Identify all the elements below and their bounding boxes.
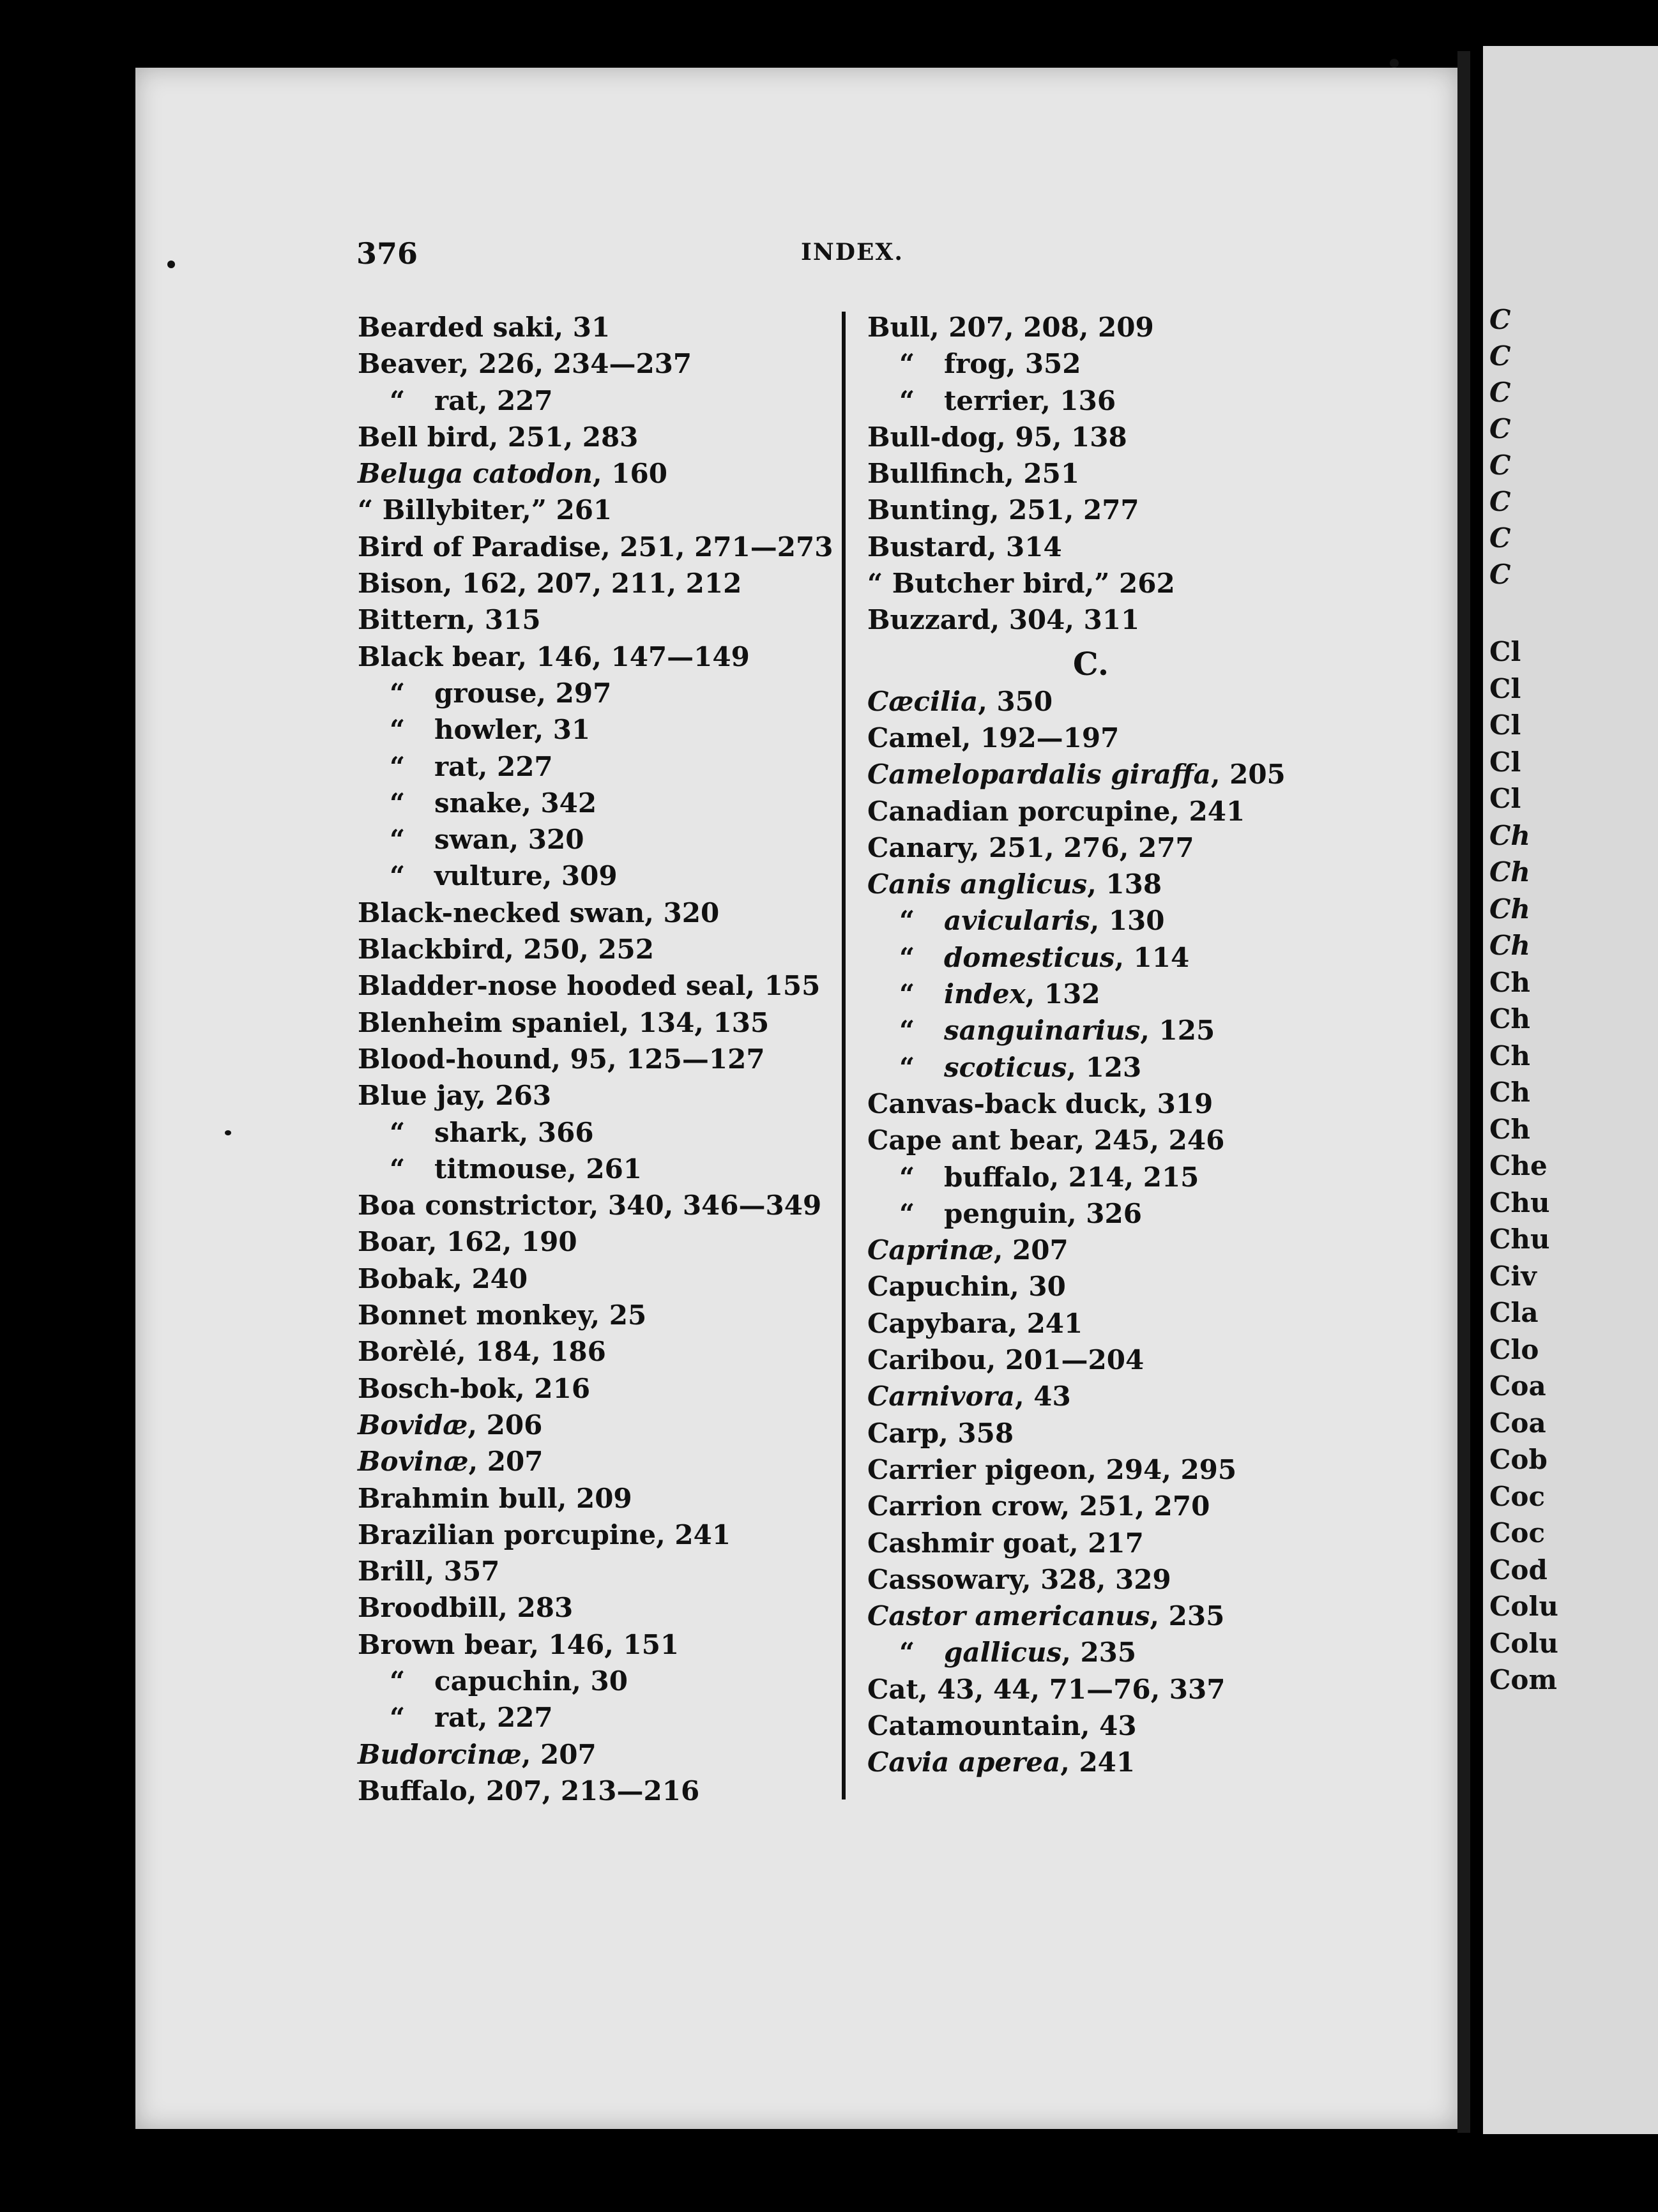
index-entry	[867, 1268, 1353, 1305]
index-entry	[867, 602, 1353, 638]
entry-text: buffalo, 214, 215	[944, 1161, 1199, 1193]
index-subentry	[358, 1114, 843, 1151]
scientific-name: Budorcinæ	[358, 1738, 522, 1770]
entry-text: Cat, 43, 44, 71—76, 337	[867, 1673, 1226, 1705]
index-entry	[867, 1122, 1353, 1158]
adjacent-page-fragment	[1483, 46, 1658, 2134]
scientific-name: Camelopardalis giraffa	[867, 759, 1211, 791]
entry-text: Bison, 162, 207, 211, 212	[358, 568, 742, 600]
entry-text: Beaver, 226, 234—237	[358, 348, 692, 380]
index-entry	[358, 1407, 843, 1443]
entry-text: Caribou, 201—204	[867, 1344, 1145, 1376]
index-subentry	[358, 748, 843, 785]
scientific-name: Carnivora	[867, 1381, 1015, 1413]
entry-text: Canary, 251, 276, 277	[867, 831, 1194, 863]
ditto-mark: “	[899, 905, 915, 937]
scientific-name: avicularis	[944, 905, 1090, 937]
index-entry	[358, 602, 843, 638]
entry-text: , 206	[468, 1409, 543, 1441]
index-subentry	[867, 1634, 1353, 1670]
index-entry	[358, 639, 843, 675]
index-entry	[358, 1223, 843, 1260]
entry-text: Capybara, 241	[867, 1307, 1083, 1339]
adjacent-page-letter: Colu	[1489, 1591, 1558, 1622]
index-entry	[358, 1773, 843, 1809]
index-subentry	[867, 383, 1353, 419]
running-head: INDEX.	[801, 239, 904, 266]
ditto-mark: “	[390, 860, 406, 892]
index-subentry	[358, 858, 843, 894]
index-entry	[867, 830, 1353, 866]
adjacent-page-letter: Ch	[1489, 819, 1530, 851]
scientific-name: gallicus	[944, 1637, 1062, 1669]
index-entry	[358, 1333, 843, 1370]
entry-text: , 207	[993, 1234, 1069, 1266]
adjacent-page-letter: Cl	[1489, 783, 1521, 814]
entry-text: , 138	[1087, 868, 1162, 900]
entry-text: howler, 31	[434, 714, 591, 746]
index-column-right	[867, 309, 1353, 1781]
entry-text: , 207	[468, 1446, 544, 1478]
scientific-name: Caprinæ	[867, 1234, 994, 1266]
index-entries-c	[867, 683, 1353, 1781]
entry-text: Blackbird, 250, 252	[358, 934, 654, 966]
index-entry	[867, 683, 1353, 720]
entry-text: Bustard, 314	[867, 531, 1062, 563]
adjacent-page-letter: Coc	[1489, 1517, 1546, 1549]
adjacent-page-letter: Ch	[1489, 966, 1530, 998]
scientific-name: Cæcilia	[867, 685, 978, 717]
index-subentry	[867, 902, 1353, 939]
index-entry	[867, 1488, 1353, 1524]
entry-text: Bell bird, 251, 283	[358, 421, 639, 453]
index-subentry	[867, 1195, 1353, 1232]
index-entry	[358, 419, 843, 455]
index-entry	[867, 1342, 1353, 1378]
adjacent-page-letter: Cl	[1489, 636, 1521, 667]
adjacent-page-letter: Ch	[1489, 930, 1530, 961]
entry-text: Buffalo, 207, 213—216	[358, 1775, 700, 1807]
entry-text: Blenheim spaniel, 134, 135	[358, 1006, 770, 1038]
entry-text: Cashmir goat, 217	[867, 1527, 1144, 1559]
entry-text: , 160	[593, 458, 667, 490]
index-subentry	[358, 675, 843, 711]
entry-text: Catamountain, 43	[867, 1709, 1137, 1741]
ditto-mark: “	[899, 1197, 915, 1229]
entry-text: , 205	[1210, 759, 1286, 791]
scientific-name: index	[944, 978, 1026, 1010]
index-entry	[358, 529, 843, 565]
page-number: 376	[356, 236, 418, 271]
index-entry	[358, 565, 843, 602]
ditto-mark: “	[899, 941, 915, 973]
ditto-mark: “	[390, 1665, 406, 1697]
entry-text: , 130	[1090, 905, 1165, 937]
index-entry	[358, 1480, 843, 1517]
adjacent-page-letter: Che	[1489, 1150, 1548, 1181]
entry-text: Brill, 357	[358, 1556, 500, 1587]
index-subentry	[358, 1151, 843, 1187]
index-entry	[358, 1736, 843, 1773]
ditto-mark: “	[899, 1051, 915, 1083]
adjacent-page-letter: C	[1489, 486, 1511, 517]
entry-text: , 350	[978, 685, 1053, 717]
entry-text: Camel, 192—197	[867, 722, 1120, 754]
entry-text: Bearded saki, 31	[358, 312, 611, 343]
entry-text: , 132	[1025, 978, 1100, 1010]
adjacent-page-letter: Ch	[1489, 1113, 1530, 1145]
adjacent-page-letter: Ch	[1489, 856, 1530, 888]
index-entry	[867, 720, 1353, 756]
ditto-mark: “	[390, 787, 406, 819]
ink-speck	[167, 261, 175, 268]
ditto-mark: “	[390, 677, 406, 709]
index-entry	[358, 455, 843, 492]
entry-text: Bull, 207, 208, 209	[867, 312, 1154, 343]
scientific-name: scoticus	[944, 1051, 1067, 1083]
ditto-mark: “	[390, 384, 406, 416]
entry-text: Blood-hound, 95, 125—127	[358, 1043, 765, 1075]
entry-text: Bladder-nose hooded seal, 155	[358, 970, 821, 1002]
entry-text: Bunting, 251, 277	[867, 494, 1139, 526]
entry-text: Bosch-bok, 216	[358, 1372, 591, 1404]
entry-text: Bittern, 315	[358, 604, 541, 636]
index-subentry	[358, 821, 843, 858]
entry-text: penguin, 326	[944, 1197, 1142, 1229]
index-subentry	[358, 711, 843, 748]
entry-text: Bull-dog, 95, 138	[867, 421, 1127, 453]
ink-speck	[1390, 59, 1399, 68]
adjacent-page-letter: Coa	[1489, 1407, 1546, 1439]
entry-text: Black bear, 146, 147—149	[358, 640, 750, 672]
index-subentry	[358, 1663, 843, 1699]
index-entry	[358, 309, 843, 345]
index-entry	[358, 1626, 843, 1663]
adjacent-page-letter: Ch	[1489, 1077, 1530, 1108]
index-entry	[867, 565, 1353, 602]
entry-text: Cape ant bear, 245, 246	[867, 1125, 1225, 1156]
index-entry	[358, 1077, 843, 1114]
entry-text: Carrier pigeon, 294, 295	[867, 1453, 1237, 1485]
ditto-mark: “	[390, 1116, 406, 1148]
entry-text: , 241	[1060, 1746, 1136, 1778]
entry-text: , 235	[1150, 1600, 1225, 1632]
adjacent-page-letter: Cob	[1489, 1444, 1548, 1475]
entry-text: Bullfinch, 251	[867, 458, 1080, 490]
index-entry	[358, 1443, 843, 1480]
index-entry	[867, 1086, 1353, 1122]
entry-text: , 114	[1114, 941, 1190, 973]
entry-text: Boa constrictor, 340, 346—349	[358, 1190, 822, 1222]
entry-text: Boar, 162, 190	[358, 1226, 577, 1258]
entry-text: capuchin, 30	[434, 1665, 628, 1697]
index-column-left	[358, 309, 843, 1809]
index-entry	[358, 1553, 843, 1589]
index-subentry	[358, 785, 843, 821]
adjacent-page-letter: Clo	[1489, 1333, 1539, 1365]
index-entry	[358, 1370, 843, 1407]
entry-text: Bird of Paradise, 251, 271—273	[358, 531, 833, 563]
ditto-mark: “	[390, 714, 406, 746]
entry-text: grouse, 297	[434, 677, 612, 709]
index-entry	[867, 1232, 1353, 1268]
index-entry	[358, 1041, 843, 1077]
adjacent-page-letter: C	[1489, 559, 1511, 590]
entry-text: , 207	[521, 1738, 597, 1770]
entry-text: Capuchin, 30	[867, 1271, 1066, 1303]
index-entry	[358, 1004, 843, 1041]
entry-text: rat, 227	[434, 750, 553, 782]
entry-text: Bobak, 240	[358, 1262, 528, 1294]
ditto-mark: “	[390, 1153, 406, 1185]
index-entry	[867, 1561, 1353, 1598]
entry-text: titmouse, 261	[434, 1153, 643, 1185]
ditto-mark: “	[899, 384, 915, 416]
index-entry	[358, 1589, 843, 1626]
ditto-mark: “	[899, 1161, 915, 1193]
index-subentry	[867, 345, 1353, 382]
index-entry	[358, 345, 843, 382]
ditto-mark: “	[899, 978, 915, 1010]
ditto-mark: “	[899, 348, 915, 380]
entry-text: terrier, 136	[944, 384, 1116, 416]
index-entry	[867, 529, 1353, 565]
ditto-mark: “	[390, 1702, 406, 1734]
scientific-name: Beluga catodon	[358, 458, 593, 490]
entry-text: “ Butcher bird,” 262	[867, 568, 1175, 600]
ink-speck	[225, 1130, 231, 1135]
ditto-mark: “	[390, 750, 406, 782]
index-entry	[358, 1297, 843, 1333]
scientific-name: Cavia aperea	[867, 1746, 1061, 1778]
entry-text: Buzzard, 304, 311	[867, 604, 1140, 636]
adjacent-page-letter: C	[1489, 340, 1511, 372]
adjacent-page-letter: Cl	[1489, 672, 1521, 704]
adjacent-page-letter: Ch	[1489, 1040, 1530, 1072]
entry-text: swan, 320	[434, 824, 584, 856]
index-entry	[358, 1261, 843, 1297]
entry-text: Brown bear, 146, 151	[358, 1628, 680, 1660]
entry-text: vulture, 309	[434, 860, 618, 892]
adjacent-page-letter: C	[1489, 413, 1511, 444]
entry-text: Brahmin bull, 209	[358, 1482, 632, 1514]
ditto-mark: “	[390, 824, 406, 856]
scientific-name: Castor americanus	[867, 1600, 1150, 1632]
adjacent-page-letter: Chu	[1489, 1223, 1550, 1255]
entry-text: Blue jay, 263	[358, 1080, 552, 1112]
entry-text: rat, 227	[434, 384, 553, 416]
index-entry	[867, 1305, 1353, 1342]
adjacent-page-letter: C	[1489, 377, 1511, 408]
adjacent-page-letter: Cl	[1489, 746, 1521, 778]
entry-text: , 235	[1061, 1637, 1137, 1669]
adjacent-page-letter: Ch	[1489, 1003, 1530, 1034]
index-entry	[867, 1708, 1353, 1744]
entry-text: , 43	[1015, 1381, 1071, 1413]
entry-text: Canadian porcupine, 241	[867, 795, 1245, 827]
adjacent-page-letter: Civ	[1489, 1260, 1537, 1292]
scientific-name: domesticus	[944, 941, 1115, 973]
index-entry	[867, 1451, 1353, 1488]
entry-text: Borèlé, 184, 186	[358, 1336, 606, 1368]
index-entry	[867, 1671, 1353, 1708]
index-subentry	[867, 939, 1353, 976]
index-entry	[867, 1415, 1353, 1451]
scientific-name: Bovinæ	[358, 1446, 469, 1478]
index-entry	[867, 1744, 1353, 1780]
index-subentry	[867, 1012, 1353, 1049]
entry-text: frog, 352	[944, 348, 1081, 380]
adjacent-page-letter: Chu	[1489, 1186, 1550, 1218]
entry-text: Bonnet monkey, 25	[358, 1299, 647, 1331]
scientific-name: Bovidæ	[358, 1409, 468, 1441]
index-subentry	[867, 1159, 1353, 1195]
index-entry	[358, 1517, 843, 1553]
entry-text: snake, 342	[434, 787, 597, 819]
index-entry	[867, 309, 1353, 345]
adjacent-page-letter: Ch	[1489, 893, 1530, 925]
scientific-name: sanguinarius	[944, 1015, 1141, 1047]
entry-text: , 123	[1067, 1051, 1142, 1083]
entry-text: Broodbill, 283	[358, 1592, 574, 1624]
index-entry	[867, 492, 1353, 528]
ditto-mark: “	[899, 1637, 915, 1669]
index-subentry	[867, 976, 1353, 1012]
adjacent-page-letter: Cla	[1489, 1297, 1539, 1328]
index-subentry	[358, 1699, 843, 1736]
index-subentry	[358, 383, 843, 419]
entry-text: shark, 366	[434, 1116, 594, 1148]
adjacent-page-letter: Com	[1489, 1664, 1557, 1695]
index-entries-b-continued	[867, 309, 1353, 639]
index-entry	[867, 756, 1353, 792]
adjacent-page-letter: Coa	[1489, 1370, 1546, 1402]
entry-text: , 125	[1140, 1015, 1215, 1047]
section-letter-c: C.	[1072, 644, 1109, 683]
index-entry	[358, 1187, 843, 1223]
page-gutter	[1457, 51, 1470, 2133]
adjacent-page-letter: C	[1489, 450, 1511, 481]
index-entry	[358, 967, 843, 1004]
index-entry	[867, 419, 1353, 455]
scientific-name: Canis anglicus	[867, 868, 1088, 900]
adjacent-page-letter: Colu	[1489, 1627, 1558, 1659]
entry-text: Black-necked swan, 320	[358, 897, 720, 928]
index-entry	[867, 1525, 1353, 1561]
index-entry	[867, 455, 1353, 492]
entry-text: Carp, 358	[867, 1417, 1014, 1449]
entry-text: Canvas-back duck, 319	[867, 1087, 1213, 1119]
adjacent-page-letter: C	[1489, 522, 1511, 554]
adjacent-page-letter: C	[1489, 304, 1511, 335]
index-entry	[358, 931, 843, 967]
index-entry	[358, 492, 843, 528]
ditto-mark: “	[899, 1015, 915, 1047]
index-entry	[867, 866, 1353, 902]
entry-text: “ Billybiter,” 261	[358, 494, 612, 526]
entry-text: rat, 227	[434, 1702, 553, 1734]
adjacent-page-letter: Coc	[1489, 1480, 1546, 1512]
index-subentry	[867, 1049, 1353, 1086]
adjacent-page-letter: Cod	[1489, 1554, 1548, 1586]
adjacent-page-letter: Cl	[1489, 709, 1521, 741]
index-entry	[867, 1598, 1353, 1634]
index-entry	[867, 1378, 1353, 1414]
column-divider	[842, 312, 846, 1799]
index-entry	[358, 895, 843, 931]
entry-text: Brazilian porcupine, 241	[358, 1519, 731, 1550]
entry-text: Cassowary, 328, 329	[867, 1563, 1171, 1595]
entry-text: Carrion crow, 251, 270	[867, 1490, 1210, 1522]
index-entry	[867, 793, 1353, 830]
